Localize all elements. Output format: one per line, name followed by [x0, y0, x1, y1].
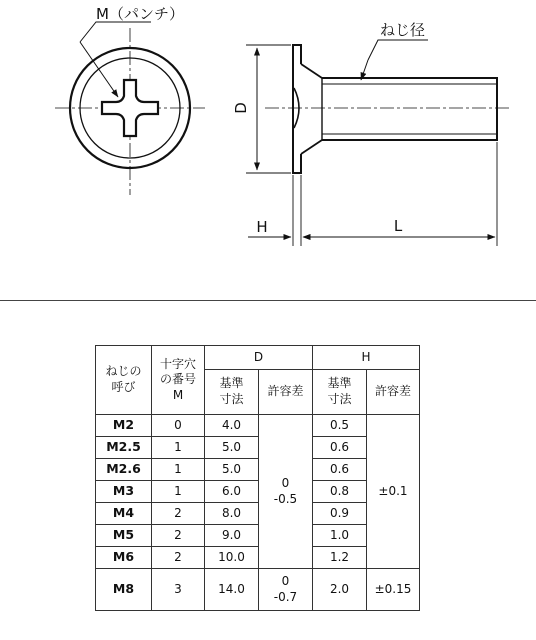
thread-leader [361, 40, 428, 80]
recess-label: M（パンチ） [96, 5, 184, 23]
cross-recess [102, 80, 158, 136]
dimension-d-label: D [232, 102, 250, 114]
h-tolerance-m8: ±0.15 [367, 569, 420, 611]
header-d: D [205, 346, 313, 370]
dimension-l-label: L [393, 217, 403, 235]
h-tolerance-main: ±0.1 [367, 415, 420, 569]
header-d-basic: 基準 寸法 [205, 370, 259, 415]
screw-side-view [265, 45, 512, 173]
table-row: M2 0 4.0 0 -0.5 0.5 ±0.1 [96, 415, 420, 437]
table-row: M4 2 8.0 0.9 [96, 503, 420, 525]
table-row: M2.6 1 5.0 0.6 [96, 459, 420, 481]
header-h: H [313, 346, 420, 370]
table-row: M6 2 10.0 1.2 [96, 547, 420, 569]
table-row: M3 1 6.0 0.8 [96, 481, 420, 503]
table-row: M2.5 1 5.0 0.6 [96, 437, 420, 459]
header-h-basic: 基準 寸法 [313, 370, 367, 415]
dimension-d [246, 45, 291, 173]
table-row: M5 2 9.0 1.0 [96, 525, 420, 547]
d-tolerance-m8: 0 -0.7 [259, 569, 313, 611]
screw-drawing [0, 0, 536, 300]
table-header-row-1 [96, 346, 420, 370]
shank-outline [322, 78, 497, 140]
section-divider [0, 300, 536, 301]
head-profile [293, 45, 301, 173]
thread-label: ねじ径 [380, 21, 426, 39]
d-tolerance-main: 0 -0.5 [259, 415, 313, 569]
table-row: M8 3 14.0 0 -0.7 2.0 ±0.15 [96, 569, 420, 611]
header-recess-number: 十字穴 の番号 M [152, 346, 205, 415]
head-top-view [55, 28, 205, 195]
header-d-tolerance: 許容差 [259, 370, 313, 415]
dimension-table [95, 345, 420, 611]
header-h-tolerance: 許容差 [367, 370, 420, 415]
dimension-h-label: H [256, 218, 268, 236]
header-size: ねじの 呼び [96, 346, 152, 415]
